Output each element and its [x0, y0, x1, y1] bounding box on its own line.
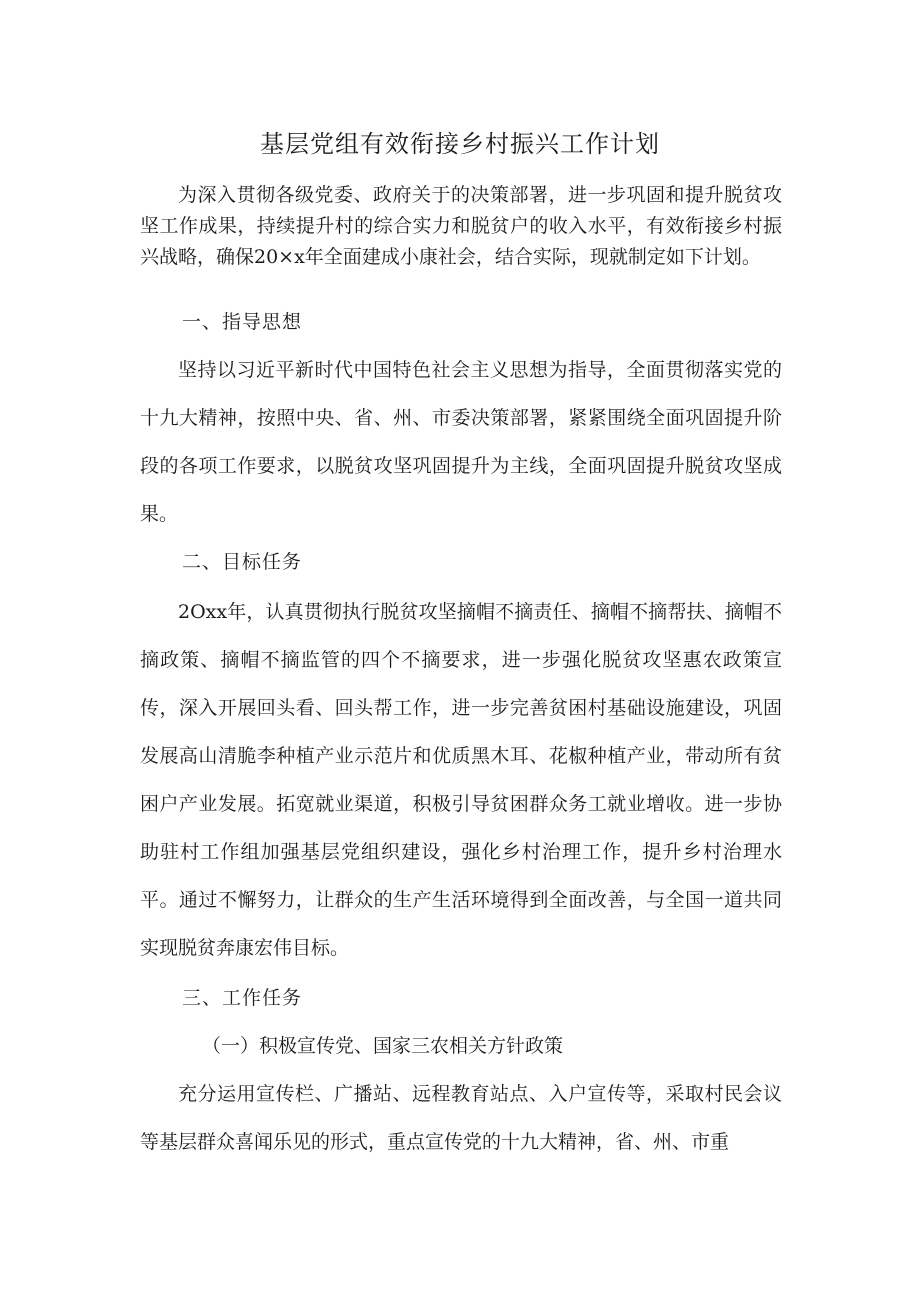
- section-paragraph-policy-promotion: 充分运用宣传栏、广播站、远程教育站点、入户宣传等，采取村民会议等基层群众喜闻乐见的形式，重点宣传党的十九大精神，省、州、市重: [140, 1083, 782, 1153]
- section-heading-guiding-ideology: 一、指导思想: [182, 311, 303, 333]
- document-title: 基层党组有效衔接乡村振兴工作计划: [260, 130, 660, 158]
- section-paragraph-goals: 2Oxx年，认真贯彻执行脱贫攻坚摘帽不摘责任、摘帽不摘帮扶、摘帽不摘政策、摘帽不摘监管的四个不摘要求，进一步强化脱贫攻坚惠农政策宣传，深入开展回头看、回头帮工作，进一步完善贫困村基础设施建设，巩固发展高山清脆李种植产业示范片和优质黑木耳、花椒种植产业，带动所有贫困户产业发展。拓宽就业渠道，积极引导贫困群众务工就业增收。进一步协助驻村工作组加强基层党组织建设，强化乡村治理工作，提升乡村治理水平。通过不懈努力，让群众的生产生活环境得到全面改善，与全国一道共同实现脱贫奔康宏伟目标。: [140, 601, 782, 959]
- section-heading-goals: 二、目标任务: [182, 551, 303, 573]
- section-paragraph-guiding-ideology: 坚持以习近平新时代中国特色社会主义思想为指导，全面贯彻落实党的十九大精神，按照中央、省、州、市委决策部署，紧紧围绕全面巩固提升阶段的各项工作要求，以脱贫攻坚巩固提升为主线，全面巩固提升脱贫攻坚成果。: [140, 359, 782, 525]
- intro-paragraph: 为深入贯彻各级党委、政府关于的决策部署，进一步巩固和提升脱贫攻坚工作成果，持续提升村的综合实力和脱贫户的收入水平，有效衔接乡村振兴战略，确保20×x年全面建成小康社会，结合实际，现就制定如下计划。: [140, 184, 782, 268]
- subsection-heading-policy-promotion: （一）积极宣传党、国家三农相关方针政策: [202, 1035, 564, 1057]
- section-heading-work-tasks: 三、工作任务: [182, 987, 303, 1009]
